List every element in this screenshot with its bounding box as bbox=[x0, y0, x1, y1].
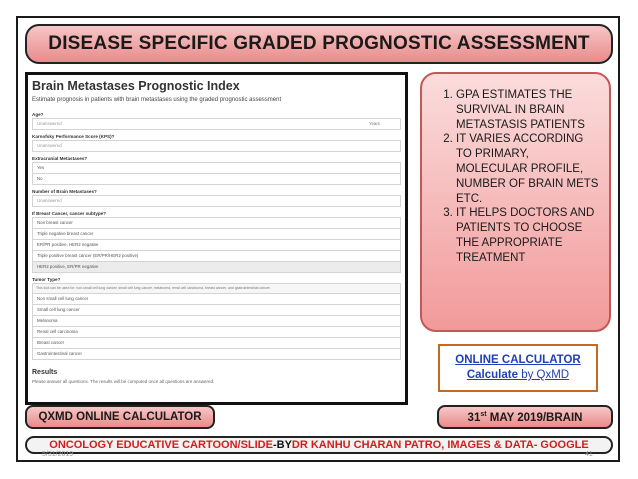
breast-subtype-label: If Breast Cancer, cancer subtype? bbox=[32, 211, 107, 216]
kps-input[interactable]: Unanswered bbox=[32, 140, 401, 152]
tumor-type-note: This tool can be used for: non-small cell lung cancer, small cell lung cancer, melanoma, renal cell carcinoma, breast cancer, and gastrointestinal cancer. bbox=[32, 283, 401, 294]
age-unit: Years bbox=[368, 121, 380, 126]
footer-part-2: -BY bbox=[272, 439, 292, 451]
online-calculator-box bbox=[438, 344, 598, 392]
by-qxmd-text: by QxMD bbox=[518, 369, 570, 381]
date-rest: MAY 2019/BRAIN bbox=[486, 411, 583, 424]
tumor-option[interactable]: Renal cell carcinoma bbox=[32, 327, 401, 338]
calculate-link[interactable] bbox=[467, 368, 569, 383]
tumor-option[interactable]: Breast cancer bbox=[32, 338, 401, 349]
breast-option[interactable]: Triple negative breast cancer bbox=[32, 229, 401, 240]
date-suffix: st bbox=[480, 410, 487, 418]
breast-option[interactable]: Non breast cancer bbox=[32, 217, 401, 229]
footer-credit bbox=[25, 436, 613, 454]
calculate-text: Calculate bbox=[466, 369, 518, 381]
results-text: Please answer all questions. The results will be computed once all questions are answered. bbox=[32, 379, 215, 384]
extracranial-option-no[interactable]: No bbox=[32, 174, 401, 185]
key-point: 3. IT HELPS DOCTORS AND PATIENTS TO CHOOSE THE APPROPRIATE TREATMENT bbox=[456, 206, 599, 265]
qxmd-label bbox=[25, 405, 215, 429]
calculator-heading: Brain Metastases Prognostic Index bbox=[32, 79, 240, 93]
key-point: 2. IT VARIES ACCORDING TO PRIMARY, MOLECULAR PROFILE, NUMBER OF BRAIN METS ETC. bbox=[456, 132, 599, 206]
key-points-list bbox=[430, 88, 599, 266]
brain-mets-number-label: Number of Brain Metastases? bbox=[32, 189, 97, 194]
tumor-option[interactable]: Melanoma bbox=[32, 316, 401, 327]
date-day: 31 bbox=[467, 411, 481, 424]
extracranial-option-yes[interactable]: Yes bbox=[32, 162, 401, 174]
kps-label: Karnofsky Performance Score (KPS)? bbox=[32, 134, 115, 139]
results-heading: Results bbox=[32, 369, 58, 376]
breast-option[interactable]: Triple positive breast cancer (ER/PR/HER2 positive) bbox=[32, 251, 401, 262]
slide-number: 41 bbox=[585, 451, 593, 458]
breast-option[interactable]: ER/PR positive, HER2 negative bbox=[32, 240, 401, 251]
age-input[interactable] bbox=[32, 118, 401, 130]
calculator-subtitle: Estimate prognosis in patients with brain metastases using the graded prognostic assessment bbox=[32, 97, 282, 103]
brain-mets-number-input[interactable]: Unanswered bbox=[32, 195, 401, 207]
footer-part-1: ONCOLOGY EDUCATIVE CARTOON/SLIDE bbox=[49, 439, 273, 451]
slide-title-banner bbox=[25, 24, 613, 64]
footer-part-3: DR KANHU CHARAN PATRO, IMAGES & DATA- GOOGLE bbox=[291, 439, 589, 451]
key-point: 1. GPA ESTIMATES THE SURVIVAL IN BRAIN METASTASIS PATIENTS bbox=[456, 88, 599, 132]
date-label-text bbox=[468, 411, 583, 424]
tumor-type-label: Tumor Type? bbox=[32, 277, 61, 282]
slide-date: 5/31/2019 bbox=[42, 451, 74, 458]
age-placeholder: Unanswered bbox=[37, 121, 62, 126]
tumor-option[interactable]: Small cell lung cancer bbox=[32, 305, 401, 316]
age-label: Age? bbox=[32, 112, 44, 117]
calculator-screenshot bbox=[25, 72, 408, 405]
date-label bbox=[437, 405, 613, 429]
qxmd-label-text: QXMD ONLINE CALCULATOR bbox=[38, 411, 202, 423]
online-calculator-link[interactable]: ONLINE CALCULATOR bbox=[455, 354, 581, 366]
key-points-panel bbox=[420, 72, 611, 332]
extracranial-label: Extracranial Metastases? bbox=[32, 156, 88, 161]
breast-option-selected[interactable]: HER2 positive, ER/PR negative bbox=[32, 262, 401, 273]
tumor-option[interactable]: Gastrointestinal cancer bbox=[32, 349, 401, 360]
tumor-option[interactable]: Non small cell lung cancer bbox=[32, 294, 401, 305]
slide-title: DISEASE SPECIFIC GRADED PROGNOSTIC ASSESSMENT bbox=[48, 33, 590, 54]
